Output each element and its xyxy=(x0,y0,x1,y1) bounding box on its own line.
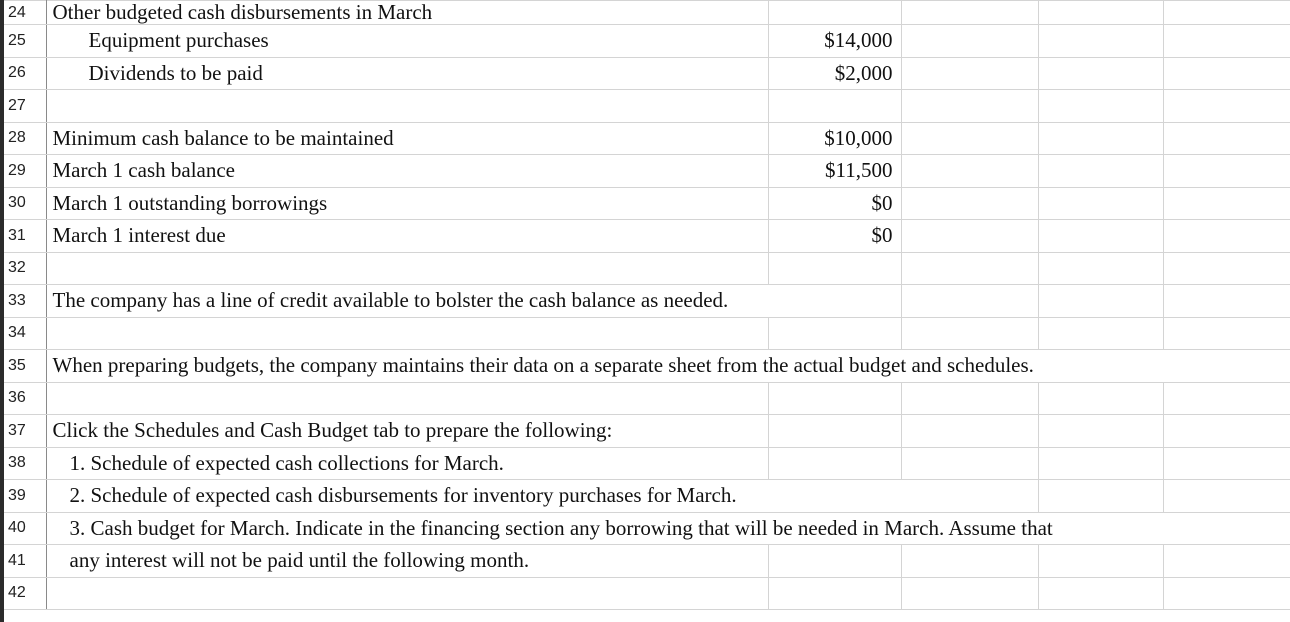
cell-c37[interactable] xyxy=(901,415,1038,448)
cell-a30[interactable]: March 1 outstanding borrowings xyxy=(46,187,768,220)
cell-b33[interactable] xyxy=(768,285,901,318)
cell-b39[interactable] xyxy=(768,480,901,513)
cell-c26[interactable] xyxy=(901,57,1038,90)
cell-c42[interactable] xyxy=(901,577,1038,610)
cell-e33[interactable] xyxy=(1163,285,1290,318)
cell-b34[interactable] xyxy=(768,317,901,350)
cell-a27[interactable] xyxy=(46,90,768,123)
sheet-row xyxy=(4,220,1290,253)
cell-b29[interactable]: $11,500 xyxy=(768,155,901,188)
cell-d33[interactable] xyxy=(1038,285,1163,318)
cell-a40[interactable]: 3. Cash budget for March. Indicate in the financing section any borrowing that will be needed in March. Assume that xyxy=(46,512,768,545)
cell-c25[interactable] xyxy=(901,25,1038,58)
cell-a36[interactable] xyxy=(46,382,768,415)
cell-b38[interactable] xyxy=(768,447,901,480)
cell-b26[interactable]: $2,000 xyxy=(768,57,901,90)
row-header[interactable]: 42 xyxy=(4,577,46,610)
cell-a24[interactable]: Other budgeted cash disbursements in March xyxy=(46,1,768,25)
cell-c27[interactable] xyxy=(901,90,1038,123)
cell-a41[interactable]: any interest will not be paid until the following month. xyxy=(46,545,768,578)
row-header[interactable]: 26 xyxy=(4,57,46,90)
cell-d26[interactable] xyxy=(1038,57,1163,90)
cell-d31[interactable] xyxy=(1038,220,1163,253)
sheet-row xyxy=(4,285,1290,318)
cell-c33[interactable] xyxy=(901,285,1038,318)
cell-c30[interactable] xyxy=(901,187,1038,220)
cell-d41[interactable] xyxy=(1038,545,1163,578)
cell-d35[interactable] xyxy=(1038,350,1163,383)
cell-a29[interactable]: March 1 cash balance xyxy=(46,155,768,188)
sheet-row xyxy=(4,1,1290,25)
sheet-row xyxy=(4,155,1290,188)
cell-c31[interactable] xyxy=(901,220,1038,253)
sheet-row xyxy=(4,382,1290,415)
cell-e32[interactable] xyxy=(1163,252,1290,285)
cell-d27[interactable] xyxy=(1038,90,1163,123)
cell-e39[interactable] xyxy=(1163,480,1290,513)
cell-d32[interactable] xyxy=(1038,252,1163,285)
cell-a33[interactable]: The company has a line of credit available to bolster the cash balance as needed. xyxy=(46,285,768,318)
cell-d38[interactable] xyxy=(1038,447,1163,480)
cell-e28[interactable] xyxy=(1163,122,1290,155)
cell-d34[interactable] xyxy=(1038,317,1163,350)
cell-b31[interactable]: $0 xyxy=(768,220,901,253)
cell-e42[interactable] xyxy=(1163,577,1290,610)
sheet-row xyxy=(4,187,1290,220)
sheet-row xyxy=(4,57,1290,90)
sheet-row xyxy=(4,122,1290,155)
cell-b25[interactable]: $14,000 xyxy=(768,25,901,58)
cell-d37[interactable] xyxy=(1038,415,1163,448)
cell-d36[interactable] xyxy=(1038,382,1163,415)
cell-d28[interactable] xyxy=(1038,122,1163,155)
cell-e36[interactable] xyxy=(1163,382,1290,415)
cell-a39[interactable]: 2. Schedule of expected cash disbursements for inventory purchases for March. xyxy=(46,480,768,513)
cell-e38[interactable] xyxy=(1163,447,1290,480)
row-header[interactable]: 33 xyxy=(4,285,46,318)
cell-c41[interactable] xyxy=(901,545,1038,578)
cell-c38[interactable] xyxy=(901,447,1038,480)
cell-a34[interactable] xyxy=(46,317,768,350)
cell-e31[interactable] xyxy=(1163,220,1290,253)
cell-e34[interactable] xyxy=(1163,317,1290,350)
row-header[interactable]: 37 xyxy=(4,415,46,448)
row-header[interactable]: 34 xyxy=(4,317,46,350)
sheet-row xyxy=(4,480,1290,513)
cell-d40[interactable] xyxy=(1038,512,1163,545)
cell-a42[interactable] xyxy=(46,577,768,610)
row-header[interactable]: 38 xyxy=(4,447,46,480)
cell-e27[interactable] xyxy=(1163,90,1290,123)
cell-e40[interactable] xyxy=(1163,512,1290,545)
sheet-row xyxy=(4,90,1290,123)
row-header[interactable]: 36 xyxy=(4,382,46,415)
sheet-row xyxy=(4,545,1290,578)
cell-a31[interactable]: March 1 interest due xyxy=(46,220,768,253)
cell-b42[interactable] xyxy=(768,577,901,610)
row-header[interactable]: 27 xyxy=(4,90,46,123)
cell-a25[interactable]: Equipment purchases xyxy=(46,25,768,58)
cell-c39[interactable] xyxy=(901,480,1038,513)
cell-b37[interactable] xyxy=(768,415,901,448)
cell-c28[interactable] xyxy=(901,122,1038,155)
cell-c34[interactable] xyxy=(901,317,1038,350)
row-header[interactable]: 40 xyxy=(4,512,46,545)
cell-a28[interactable]: Minimum cash balance to be maintained xyxy=(46,122,768,155)
row-header[interactable]: 41 xyxy=(4,545,46,578)
row-header[interactable]: 32 xyxy=(4,252,46,285)
cell-e37[interactable] xyxy=(1163,415,1290,448)
row-header[interactable]: 28 xyxy=(4,122,46,155)
cell-d25[interactable] xyxy=(1038,25,1163,58)
row-header[interactable]: 24 xyxy=(4,1,46,25)
sheet-row xyxy=(4,447,1290,480)
cell-e30[interactable] xyxy=(1163,187,1290,220)
sheet-row xyxy=(4,415,1290,448)
row-header[interactable]: 30 xyxy=(4,187,46,220)
cell-a38[interactable]: 1. Schedule of expected cash collections for March. xyxy=(46,447,768,480)
sheet-row xyxy=(4,350,1290,383)
cell-a26[interactable]: Dividends to be paid xyxy=(46,57,768,90)
sheet-row xyxy=(4,25,1290,58)
cell-e26[interactable] xyxy=(1163,57,1290,90)
cell-table xyxy=(4,0,1290,610)
cell-b32[interactable] xyxy=(768,252,901,285)
cell-b27[interactable] xyxy=(768,90,901,123)
row-header[interactable]: 39 xyxy=(4,480,46,513)
cell-a35[interactable]: When preparing budgets, the company maintains their data on a separate sheet from the actual budget and schedules. xyxy=(46,350,768,383)
cell-d29[interactable] xyxy=(1038,155,1163,188)
cell-e24[interactable] xyxy=(1163,1,1290,25)
cell-c29[interactable] xyxy=(901,155,1038,188)
sheet-row xyxy=(4,512,1290,545)
cell-e25[interactable] xyxy=(1163,25,1290,58)
cell-d39[interactable] xyxy=(1038,480,1163,513)
sheet-row xyxy=(4,252,1290,285)
cell-a37[interactable]: Click the Schedules and Cash Budget tab to prepare the following: xyxy=(46,415,768,448)
cell-d42[interactable] xyxy=(1038,577,1163,610)
cell-e35[interactable] xyxy=(1163,350,1290,383)
row-header[interactable]: 35 xyxy=(4,350,46,383)
cell-c36[interactable] xyxy=(901,382,1038,415)
cell-d24[interactable] xyxy=(1038,1,1163,25)
cell-c32[interactable] xyxy=(901,252,1038,285)
cell-a32[interactable] xyxy=(46,252,768,285)
cell-e41[interactable] xyxy=(1163,545,1290,578)
cell-b41[interactable] xyxy=(768,545,901,578)
cell-b36[interactable] xyxy=(768,382,901,415)
cell-b30[interactable]: $0 xyxy=(768,187,901,220)
row-header[interactable]: 25 xyxy=(4,25,46,58)
spreadsheet-grid xyxy=(4,0,1290,622)
cell-b28[interactable]: $10,000 xyxy=(768,122,901,155)
cell-b24[interactable] xyxy=(768,1,901,25)
sheet-row xyxy=(4,317,1290,350)
cell-d30[interactable] xyxy=(1038,187,1163,220)
row-header[interactable]: 31 xyxy=(4,220,46,253)
row-header[interactable]: 29 xyxy=(4,155,46,188)
sheet-row xyxy=(4,577,1290,610)
cell-c24[interactable] xyxy=(901,1,1038,25)
cell-e29[interactable] xyxy=(1163,155,1290,188)
